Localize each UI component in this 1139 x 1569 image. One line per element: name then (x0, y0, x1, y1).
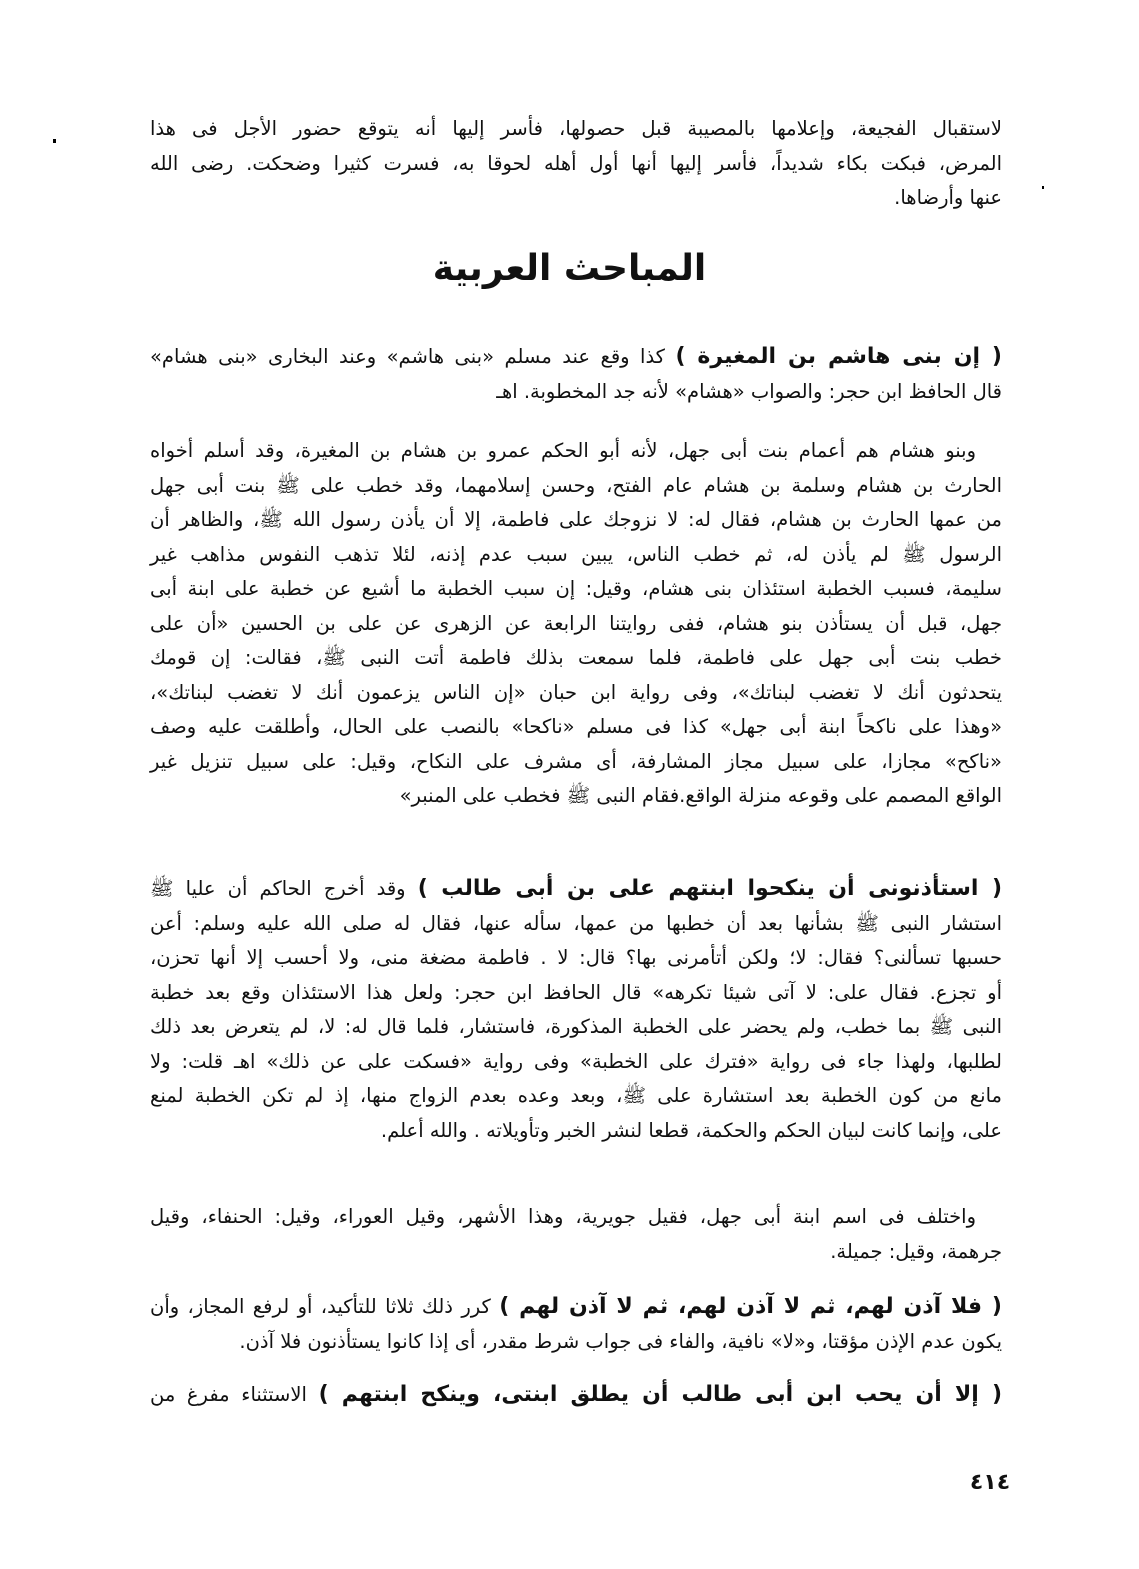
text-line: ( استأذنونى أن ينكحوا ابنتهم على بن أبى طالب ) وقد أخرج الحاكم أن عليا ﷺ (150, 876, 1002, 901)
text-line: المرض، فبكت بكاء شديداً، فأسر إليها أنها أول أهله لحوقا به، فسرت كثيرا وضحكت. رضى الله (150, 151, 1002, 175)
section-heading: المباحث العربية (432, 248, 707, 289)
text-line: «ناكح» مجازا، على سبيل مجاز المشارفة، أى مشرف على النكاح، وقيل: على سبيل تنزيل غير (150, 749, 1002, 773)
commentary-paragraph (150, 434, 1002, 814)
text-line: الواقع المصمم على وقوعه منزلة الواقع.فقام النبى ﷺ فخطب على المنبر» (399, 784, 1002, 807)
commentary-paragraph (150, 872, 1002, 1148)
text-line: وبنو هشام هم أعمام بنت أبى جهل، لأنه أبو الحكم عمرو بن هشام بن المغيرة، وقد أسلم أخواه (150, 439, 976, 462)
text-line: استشار النبى ﷺ بشأنها بعد أن خطبها من عمها، سأله عنها، فقال له صلى الله عليه وسلم: أعن (150, 911, 1002, 935)
text-line: الحارث بن هشام وسلمة بن هشام عام الفتح، وحسن إسلامهما، وقد خطب على ﷺ بنت أبى جهل (150, 473, 1002, 497)
text-line: واختلف فى اسم ابنة أبى جهل، فقيل جويرية، وهذا الأشهر، وقيل العوراء، وقيل: الحنفاء، وقيل (150, 1205, 976, 1228)
lemma-quote: ( إلا أن يحب ابن أبى طالب أن يطلق ابنتى، وينكح ابنتهم ) (318, 1382, 1002, 1407)
text-line: سليمة، فسبب الخطبة استئذان بنى هشام، وقيل: إن سبب الخطبة ما أشيع عن خطبة على ابنة أبى (150, 577, 1002, 600)
text-line: يتحدثون أنك لا تغضب لبناتك»، وفى رواية ابن حبان «إن الناس يزعمون أنك لا تغضب لبناتك»، (150, 680, 1002, 704)
lemma-quote: ( إن بنى هاشم بن المغيرة ) (675, 344, 1002, 369)
commentary-paragraph (150, 340, 1002, 409)
text-line: من عمها الحارث بن هشام، فقال له: لا نزوجك على فاطمة، إلا أن يأذن رسول الله ﷺ، والظاهر أن (150, 508, 1002, 531)
commentary-paragraph (150, 1290, 1002, 1359)
scan-speck (1042, 186, 1044, 189)
text-line: عنها وأرضاها. (894, 186, 1002, 209)
text-line: «وهذا على ناكحاً ابنة أبى جهل» كذا فى مسلم «ناكحا» بالنصب على الحال، وأطلقت عليه وصف (150, 715, 1002, 738)
text-line: قال الحافظ ابن حجر: والصواب «هشام» لأنه جد المخطوبة. اهـ (496, 379, 1002, 403)
text-line: حسبها تسألنى؟ فقال: لا؛ ولكن أتأمرنى بها؟ قال: لا . فاطمة مضغة منى، ولا أحسب إلا أنها تحزن، (150, 946, 1002, 969)
text-line: خطب بنت أبى جهل على فاطمة، فلما سمعت بذلك فاطمة أتت النبى ﷺ، فقالت: إن قومك (150, 646, 1002, 669)
text-line: على، وإنما كانت لبيان الحكم والحكمة، قطعا لنشر الخبر وتأويلاته . والله أعلم. (380, 1118, 1002, 1142)
text-line: مانع من كون الخطبة بعد استشارة على ﷺ، وبعد وعده بعدم الزواج منها، إذ لم تكن الخطبة لمنع (150, 1084, 1002, 1107)
page-number: ٤١٤ (969, 1470, 1011, 1495)
commentary-paragraph (150, 1378, 1002, 1413)
text-line: جرهمة، وقيل: جميلة. (830, 1239, 1002, 1263)
text-line: لاستقبال الفجيعة، وإعلامها بالمصيبة قبل حصولها، فأسر إليها أنه يتوقع حضور الأجل فى هذا (150, 117, 1002, 140)
text-line: لطلبها، ولهذا جاء فى رواية «فترك على الخطبة» وفى رواية «فسكت على عن ذلك» اهـ قلت: ولا (150, 1049, 1002, 1073)
text-line: ( إلا أن يحب ابن أبى طالب أن يطلق ابنتى، وينكح ابنتهم ) الاستثناء مفرغ من (150, 1382, 1002, 1407)
scan-speck (53, 139, 56, 143)
intro-paragraph (150, 112, 1002, 216)
text-line: النبى ﷺ بما خطب، ولم يحضر على الخطبة المذكورة، فاستشار، فلما قال له: لا، لم يتعرض بعد ذلك (150, 1015, 1002, 1038)
text-line: جهل، قبل أن يستأذن بنو هشام، ففى روايتنا الرابعة عن الزهرى عن على بن الحسين «أن على (150, 611, 1002, 635)
text-line: الرسول ﷺ لم يأذن له، ثم خطب الناس، يبين سبب عدم إذنه، لئلا تذهب النفوس مذاهب غير (150, 542, 1002, 566)
text-line: أو تجزع. فقال على: لا آتى شيئا تكرهه» قال الحافظ ابن حجر: ولعل هذا الاستئذان وقع بعد خطبة (150, 980, 1002, 1004)
lemma-quote: ( فلا آذن لهم، ثم لا آذن لهم، ثم لا آذن لهم ) (499, 1294, 1002, 1319)
text-line: يكون عدم الإذن مؤقتا، و«لا» نافية، والفاء فى جواب شرط مقدر، أى إذا كانوا يستأذنون فلا آذن. (239, 1329, 1002, 1353)
text-line: ( فلا آذن لهم، ثم لا آذن لهم، ثم لا آذن لهم ) كرر ذلك ثلاثا للتأكيد، أو لرفع المجاز، وأن (150, 1294, 1002, 1319)
commentary-paragraph (150, 1200, 1002, 1269)
text-line: ( إن بنى هاشم بن المغيرة ) كذا وقع عند مسلم «بنى هاشم» وعند البخارى «بنى هشام» (150, 344, 1002, 369)
lemma-quote: ( استأذنونى أن ينكحوا ابنتهم على بن أبى طالب ) (417, 876, 1002, 901)
